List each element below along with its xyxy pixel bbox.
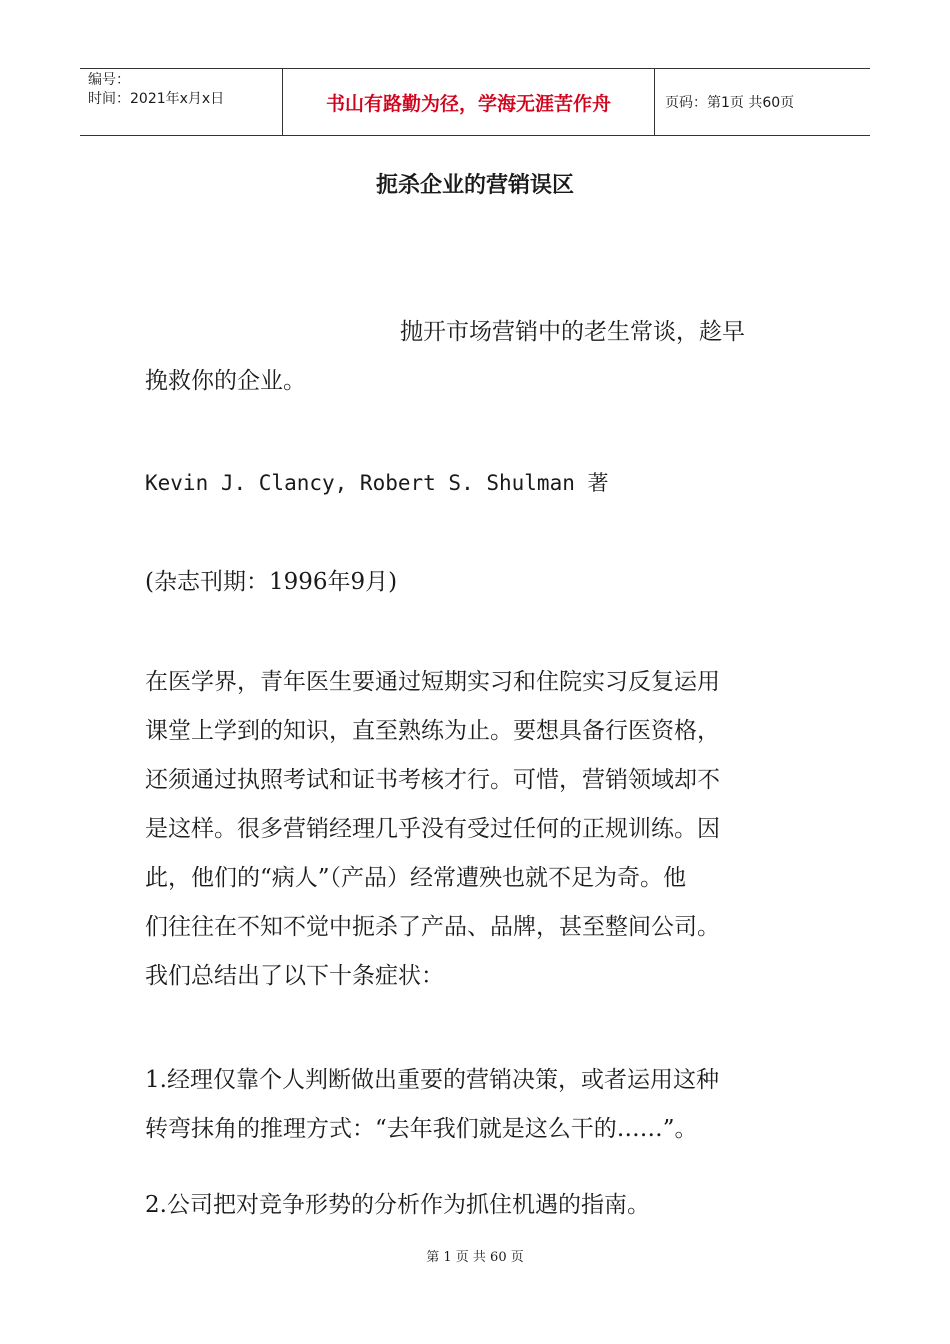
item-2: 2.公司把对竞争形势的分析作为抓住机遇的指南。 [145, 1192, 650, 1218]
paragraph-1-line: 在医学界，青年医生要通过短期实习和住院实习反复运用 [145, 669, 720, 695]
item-1-line: 转弯抹角的推理方式：“去年我们就是这么干的……”。 [145, 1116, 698, 1142]
paragraph-1-line: 此，他们的“病人”（产品）经常遭殃也就不足为奇。他 [145, 865, 687, 891]
document-title: 扼杀企业的营销误区 [375, 173, 574, 198]
header-motto: 书山有路勤为径，学海无涯苦作舟 [282, 69, 655, 135]
header-meta [80, 69, 282, 135]
subtitle-block [145, 308, 785, 406]
authors-line: Kevin J. Clancy, Robert S. Shulman 著 [145, 471, 609, 495]
paragraph-1-line: 们往往在不知不觉中扼杀了产品、品牌，甚至整间公司。 [145, 914, 720, 940]
issue-line: (杂志刊期：1996年9月) [145, 569, 398, 595]
subtitle-line-1: 抛开市场营销中的老生常谈，趁早 [400, 319, 745, 345]
page-footer: 第 1 页 共 60 页 [426, 1250, 524, 1265]
subtitle-line-2: 挽救你的企业。 [145, 368, 306, 394]
item-1-line: 1.经理仅靠个人判断做出重要的营销决策，或者运用这种 [145, 1067, 719, 1093]
header-time-label: 时间：2021年x月x日 [88, 91, 225, 107]
header-number-label: 编号： [88, 72, 130, 88]
paragraph-1 [145, 658, 785, 1001]
page-header [80, 68, 870, 136]
paragraph-1-line: 还须通过执照考试和证书考核才行。可惜，营销领域却不 [145, 767, 720, 793]
paragraph-1-line: 课堂上学到的知识，直至熟练为止。要想具备行医资格， [145, 718, 720, 744]
item-1 [145, 1056, 785, 1154]
paragraph-1-line: 我们总结出了以下十条症状： [145, 963, 444, 989]
header-page-info: 页码：第1页 共60页 [665, 95, 795, 111]
paragraph-1-line: 是这样。很多营销经理几乎没有受过任何的正规训练。因 [145, 816, 720, 842]
